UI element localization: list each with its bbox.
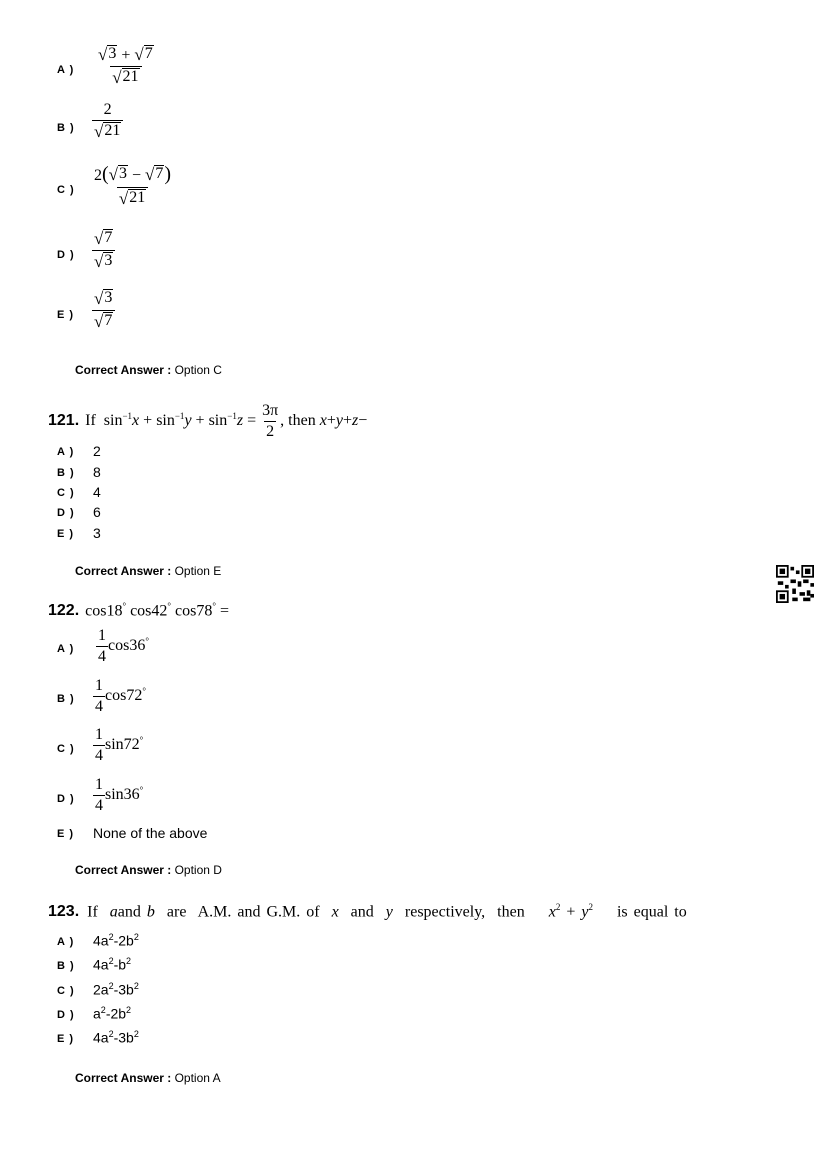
option-label: E ) — [57, 309, 75, 321]
option-a-value: √ 3 + √ 7 √ 21 — [98, 44, 153, 87]
option-c-value: $\frac{1}{4}$ sin72° — [95, 726, 144, 764]
option-d-value: 6 — [93, 504, 101, 520]
option-d-value: $\frac{1}{4}$ sin36° — [95, 776, 144, 814]
option-label: D ) — [57, 507, 75, 519]
option-c-value: 2( √ 3 − √ 7 ) √ 21 — [94, 163, 172, 208]
option-b-value: 2 √ 21 — [92, 101, 123, 142]
correct-answer: Correct Answer : Option C — [75, 363, 222, 377]
option-label: E ) — [57, 1033, 75, 1045]
option-label: E ) — [57, 528, 75, 540]
option-b-value: $\frac{1}{4}$ cos72° — [95, 677, 146, 715]
question-number: 121. — [48, 412, 80, 429]
option-label: B ) — [57, 693, 75, 705]
option-e-value: None of the above — [93, 825, 208, 841]
option-b-value: 8 — [93, 464, 101, 480]
correct-answer: Correct Answer : Option A — [75, 1071, 221, 1085]
option-label: B ) — [57, 122, 75, 134]
question-123: 123. If aand b are A.M. and G.M. of x and y respectively, then $x^2 + y^2$ is equal to — [48, 902, 687, 921]
option-c-value: $2a^2-3b^2$ — [93, 981, 139, 998]
option-a-value: 2 — [93, 443, 101, 459]
question-number: 122. — [48, 601, 80, 619]
option-a-value: $4a^2-2b^2$ — [93, 932, 139, 949]
option-label: C ) — [57, 487, 75, 499]
option-label: D ) — [57, 249, 75, 261]
option-label: B ) — [57, 467, 75, 479]
option-label: A ) — [57, 643, 75, 655]
question-number: 123. — [48, 902, 80, 920]
question-121: 121. If $\sin^{-1}x + \sin^{-1}y + \sin^{-1}z$ = $\frac{3\pi}{2}$ , then x+y+z− — [48, 401, 368, 440]
option-e-value: 3 — [93, 525, 101, 541]
qr-code-icon — [776, 565, 814, 603]
option-b-value: $4a^2-b^2$ — [93, 956, 132, 973]
option-label: A ) — [57, 936, 75, 948]
option-label: C ) — [57, 743, 75, 755]
option-a-value: $\frac{1}{4}$ cos36° — [98, 627, 149, 665]
question-122: 122. cos18° cos42° cos78° = — [48, 601, 229, 620]
option-label: D ) — [57, 1009, 75, 1021]
correct-answer: Correct Answer : Option E — [75, 564, 222, 578]
option-label: C ) — [57, 184, 75, 196]
option-e-value: √ 3 √ 7 — [92, 289, 115, 332]
option-d-value: √ 7 √ 3 — [92, 229, 115, 272]
option-c-value: 4 — [93, 484, 101, 500]
option-label: D ) — [57, 793, 75, 805]
option-label: A ) — [57, 64, 75, 76]
correct-answer: Correct Answer : Option D — [75, 863, 222, 877]
option-e-value: $4a^2-3b^2$ — [93, 1029, 139, 1046]
option-label: A ) — [57, 446, 75, 458]
option-label: B ) — [57, 960, 75, 972]
option-d-value: $a^2-2b^2$ — [93, 1005, 132, 1022]
option-label: E ) — [57, 828, 75, 840]
option-label: C ) — [57, 985, 75, 997]
